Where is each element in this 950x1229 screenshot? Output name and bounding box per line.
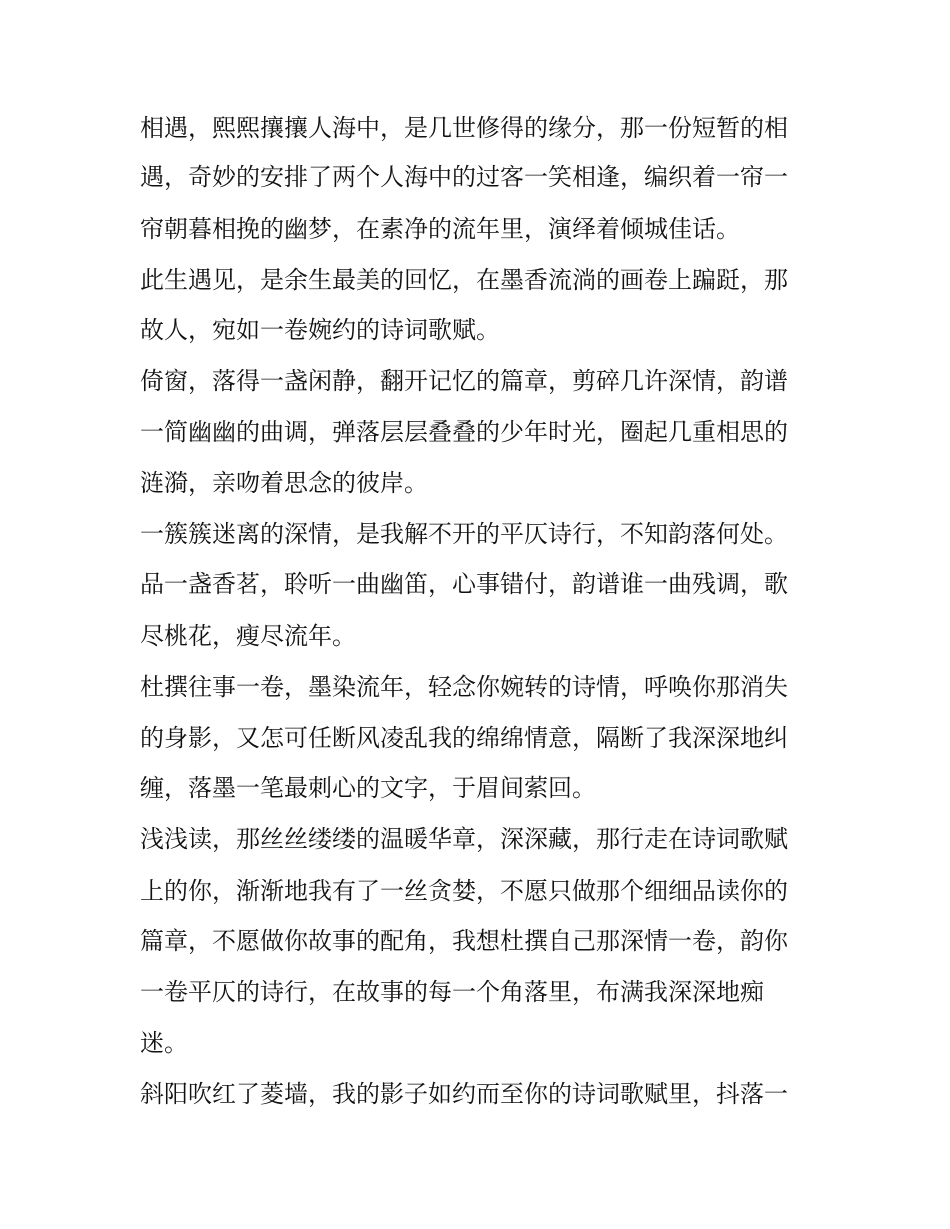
text-line: 篇章，不愿做你故事的配角，我想杜撰自己那深情一卷，韵你 xyxy=(140,927,788,955)
text-line: 一简幽幽的曲调，弹落层层叠叠的少年时光，圈起几重相思的 xyxy=(140,418,788,446)
text-line: 的身影，又怎可任断风凌乱我的绵绵情意，隔断了我深深地纠 xyxy=(140,724,788,752)
text-line: 浅浅读，那丝丝缕缕的温暖华章，深深藏，那行走在诗词歌赋 xyxy=(140,825,788,853)
text-line: 涟漪，亲吻着思念的彼岸。 xyxy=(140,469,428,497)
text-line: 缠，落墨一笔最刺心的文字，于眉间萦回。 xyxy=(140,774,596,802)
text-line: 遇，奇妙的安排了两个人海中的过客一笑相逢，编织着一帘一 xyxy=(140,163,788,191)
text-line: 品一盏香茗，聆听一曲幽笛，心事错付，韵谱谁一曲残调，歌 xyxy=(140,570,788,598)
text-line: 迷。 xyxy=(140,1029,188,1057)
text-line: 帘朝暮相挽的幽梦，在素净的流年里，演绎着倾城佳话。 xyxy=(140,215,740,243)
text-line: 相遇，熙熙攘攘人海中，是几世修得的缘分，那一份短暂的相 xyxy=(140,114,788,142)
text-line: 杜撰往事一卷，墨染流年，轻念你婉转的诗情，呼唤你那消失 xyxy=(140,673,788,701)
text-line: 上的你，渐渐地我有了一丝贪婪，不愿只做那个细细品读你的 xyxy=(140,877,788,905)
text-line: 倚窗，落得一盏闲静，翻开记忆的篇章，剪碎几许深情，韵谱 xyxy=(140,367,788,395)
text-line: 一簇簇迷离的深情，是我解不开的平仄诗行，不知韵落何处。 xyxy=(140,520,788,548)
text-line: 斜阳吹红了菱墙，我的影子如约而至你的诗词歌赋里，抖落一 xyxy=(140,1080,788,1108)
text-line: 一卷平仄的诗行，在故事的每一个角落里，布满我深深地痴 xyxy=(140,978,764,1006)
text-line: 此生遇见，是余生最美的回忆，在墨香流淌的画卷上蹁跹，那 xyxy=(140,266,788,294)
text-line: 尽桃花，瘦尽流年。 xyxy=(140,622,356,650)
text-line: 故人，宛如一卷婉约的诗词歌赋。 xyxy=(140,316,500,344)
